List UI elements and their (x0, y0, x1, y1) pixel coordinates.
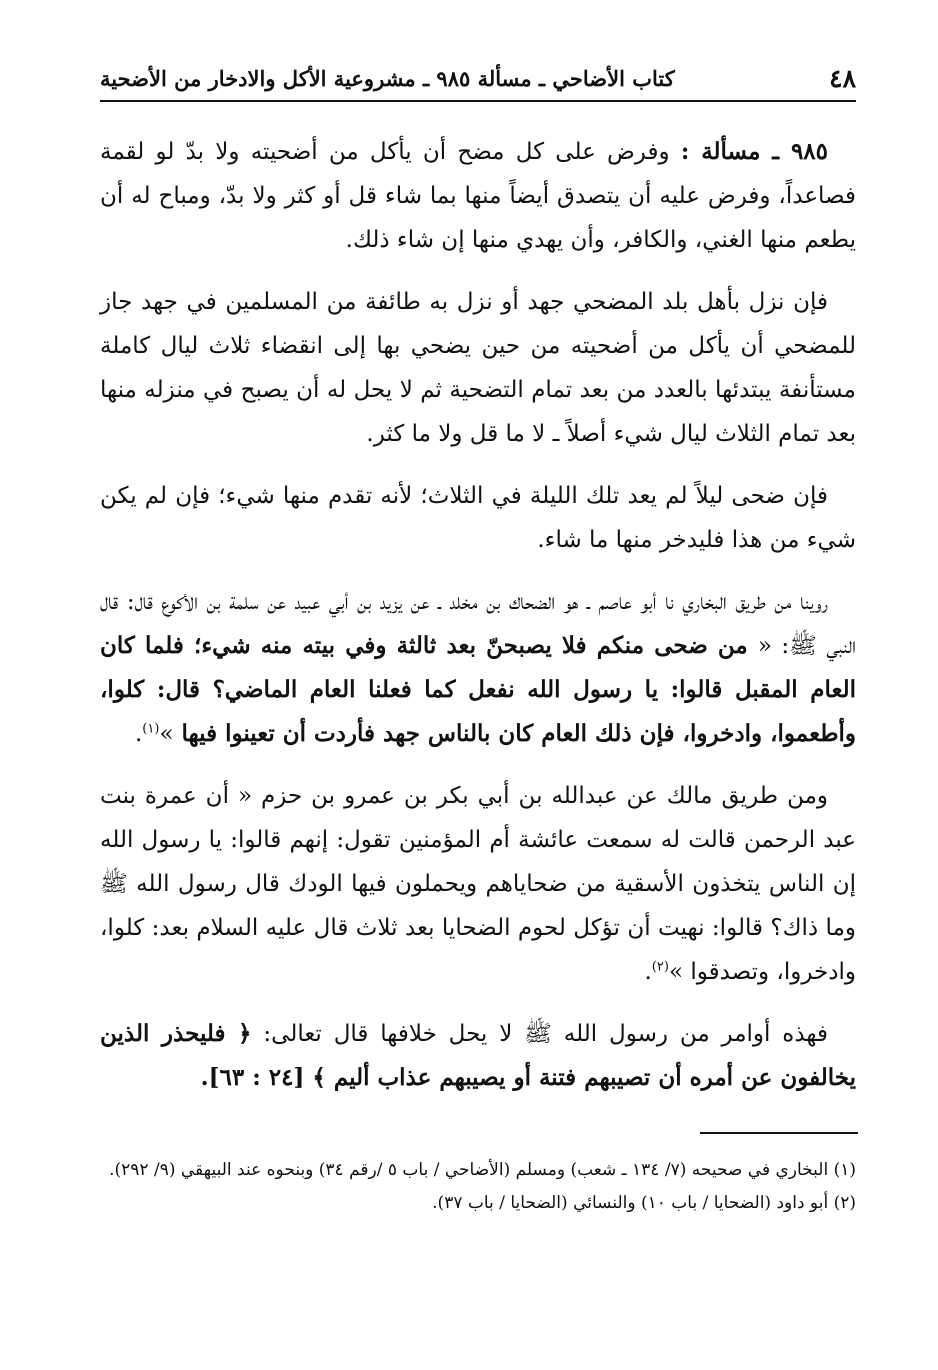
paragraph-1-text: وفرض على كل مضح أن يأكل من أضحيته ولا بدّ لو لقمة فصاعداً، وفرض عليه أن يتصدق أيضاً منها بما شاء قل أو كثر ولا بدّ، ومباح له أن يطعم منها الغني، والكافر، وأن يهدي منها إن شاء ذلك. (100, 139, 856, 253)
paragraph-5-end: . (644, 959, 652, 985)
page-number: ٤٨ (829, 64, 856, 93)
paragraph-3: فإن ضحى ليلاً لم يعد تلك الليلة في الثلاث؛ لأنه تقدم منها شيء؛ فإن لم يكن شيء من هذا فليدخر منها ما شاء. (100, 483, 856, 553)
paragraph-4-end: . (134, 721, 143, 747)
quote-close: » (159, 721, 174, 747)
paragraph-4 (100, 580, 856, 756)
paragraph-5 (100, 774, 856, 994)
footnote-divider (700, 1132, 858, 1134)
running-title: كتاب الأضاحي ـ مسألة ٩٨٥ ـ مشروعية الأكل والادخار من الأضحية (100, 66, 675, 91)
footnote-ref-2: (٢) (651, 959, 669, 975)
paragraph-2: فإن نزل بأهل بلد المضحي جهد أو نزل به طائفة من المسلمين في جهد جاز للمضحي أن يأكل من أضحيته من حين يضحي بها إلى انقضاء ثلاث ليال كاملة مستأنفة يبتدئها بالعدد من بعد تمام التضحية ثم لا يحل له أن يصبح في منزله منها بعد تمام الثلاث ليال شيء أصلاً ـ لا ما قل ولا ما كثر. (100, 289, 856, 447)
hadith-chain: روينا من طريق البخاري نا أبو عاصم ـ هو الضحاك بن مخلد ـ عن يزيد بن أبي عبيد عن سلمة بن الأكوع قال: قال النبي ﷺ: « (100, 589, 856, 659)
footnote-2: (٢) أبو داود (الضحايا / باب ١٠) والنسائي (الضحايا / باب ٣٧). (432, 1193, 856, 1213)
quran-verse: ﴿ فليحذر الذين يخالفون عن أمره أن تصيبهم فتنة أو يصيبهم عذاب أليم ﴾ [٢٤ : ٦٣]. (100, 1020, 856, 1091)
paragraph-6-text: فهذه أوامر من رسول الله ﷺ لا يحل خلافها قال تعالى: (251, 1021, 828, 1047)
main-text (100, 130, 856, 1118)
footnotes (100, 1156, 856, 1222)
paragraph-5-text: ومن طريق مالك عن عبدالله بن أبي بكر بن عمرو بن حزم « أن عمرة بنت عبد الرحمن قالت له سمعت عائشة أم المؤمنين تقول: إنهم قالوا: يا رسول الله إن الناس يتخذون الأسقية من ضحاياهم ويحملون فيها الودك قال رسول الله ﷺ وما ذاك؟ قالوا: نهيت أن تؤكل لحوم الضحايا بعد ثلاث قال عليه السلام بعد: كلوا، وادخروا، وتصدقوا » (100, 783, 856, 985)
paragraph-6 (100, 1012, 856, 1100)
hadith-quote: من ضحى منكم فلا يصبحنّ بعد ثالثة وفي بيته منه شيء؛ فلما كان العام المقبل قالوا: يا رسول الله نفعل كما فعلنا العام الماضي؟ قال: كلوا، وأطعموا، وادخروا، فإن ذلك العام كان بالناس جهد فأردت أن تعينوا فيها (100, 632, 856, 747)
page-header (100, 60, 856, 102)
paragraph-1 (100, 130, 856, 262)
footnote-ref-1: (١) (142, 721, 160, 737)
footnote-1: (١) البخاري في صحيحه (٧/ ١٣٤ ـ شعب) ومسلم (الأضاحي / باب ٥ /رقم ٣٤) وبنحوه عند البيهقي (٩/ ٢٩٢). (109, 1160, 856, 1180)
issue-label: ٩٨٥ ـ مسألة : (680, 138, 829, 165)
